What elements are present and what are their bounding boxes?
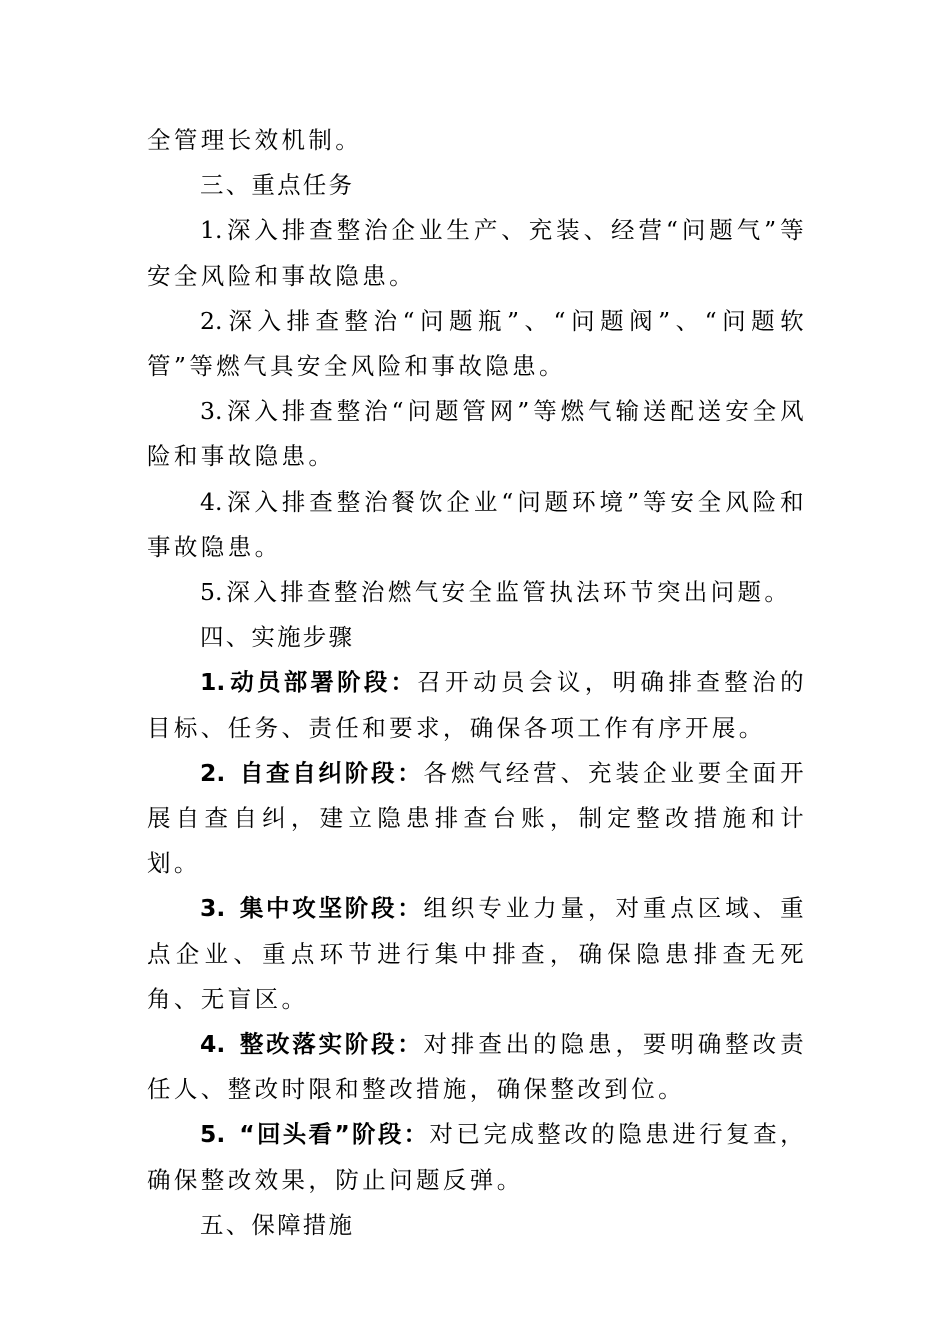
step-item-1 (147, 660, 807, 750)
step-item-title: 整改落实阶段： (239, 1030, 424, 1059)
task-item-3 (147, 389, 807, 479)
step-item-title: 自查自纠阶段： (239, 758, 424, 787)
step-item-text: 对排查出的隐患，要明确整改责任人、整改时限和整改措施，确保整改到位。 (147, 1030, 807, 1104)
task-item-text: 深入排查整治餐饮企业“问题环境”等安全风险和事故隐患。 (147, 487, 807, 561)
task-item-number: 3. (200, 397, 223, 426)
step-item-text: 召开动员会议，明确排查整治的目标、任务、责任和要求，确保各项工作有序开展。 (147, 668, 807, 742)
task-item-text: 深入排查整治企业生产、充装、经营“问题气”等安全风险和事故隐患。 (147, 216, 807, 290)
step-item-text: 各燃气经营、充装企业要全面开展自查自纠，建立隐患排查台账，制定整改措施和计划。 (147, 758, 807, 878)
step-item-title: “回头看”阶段： (239, 1120, 430, 1149)
section-heading-implementation-steps: 四、实施步骤 (200, 623, 355, 652)
document-body (147, 118, 807, 1248)
step-item-2 (147, 751, 807, 887)
task-item-number: 5. (200, 578, 223, 607)
step-item-number: 3. (200, 894, 226, 923)
task-item-number: 4. (200, 487, 223, 516)
step-item-number: 4. (200, 1030, 226, 1059)
step-item-3 (147, 886, 807, 1022)
continuation-paragraph: 全管理长效机制。 (147, 126, 363, 154)
task-item-4 (147, 480, 807, 570)
task-item-number: 1. (200, 216, 223, 245)
step-item-title: 集中攻坚阶段： (239, 894, 424, 923)
step-item-text: 组织专业力量，对重点区域、重点企业、重点环节进行集中排查，确保隐患排查无死角、无盲区。 (147, 894, 807, 1013)
step-item-text: 对已完成整改的隐患进行复查，确保整改效果，防止问题反弹。 (147, 1120, 807, 1194)
task-item-number: 2. (200, 306, 223, 335)
step-item-4 (147, 1022, 807, 1112)
task-item-text: 深入排查整治“问题管网”等燃气输送配送安全风险和事故隐患。 (147, 397, 807, 471)
task-item-5 (147, 570, 807, 615)
step-item-number: 1. (200, 668, 226, 697)
task-item-text: 深入排查整治燃气安全监管执法环节突出问题。 (226, 578, 792, 607)
step-item-5 (147, 1112, 807, 1202)
task-item-2 (147, 299, 807, 389)
step-item-title: 动员部署阶段： (229, 668, 418, 697)
step-item-number: 2. (200, 758, 226, 787)
section-heading-safeguard-measures: 五、保障措施 (200, 1210, 355, 1239)
step-item-number: 5. (200, 1120, 226, 1149)
task-item-1 (147, 208, 807, 298)
section-heading-key-tasks: 三、重点任务 (200, 171, 355, 200)
task-item-text: 深入排查整治“问题瓶”、“问题阀”、“问题软管”等燃气具安全风险和事故隐患。 (147, 306, 807, 381)
